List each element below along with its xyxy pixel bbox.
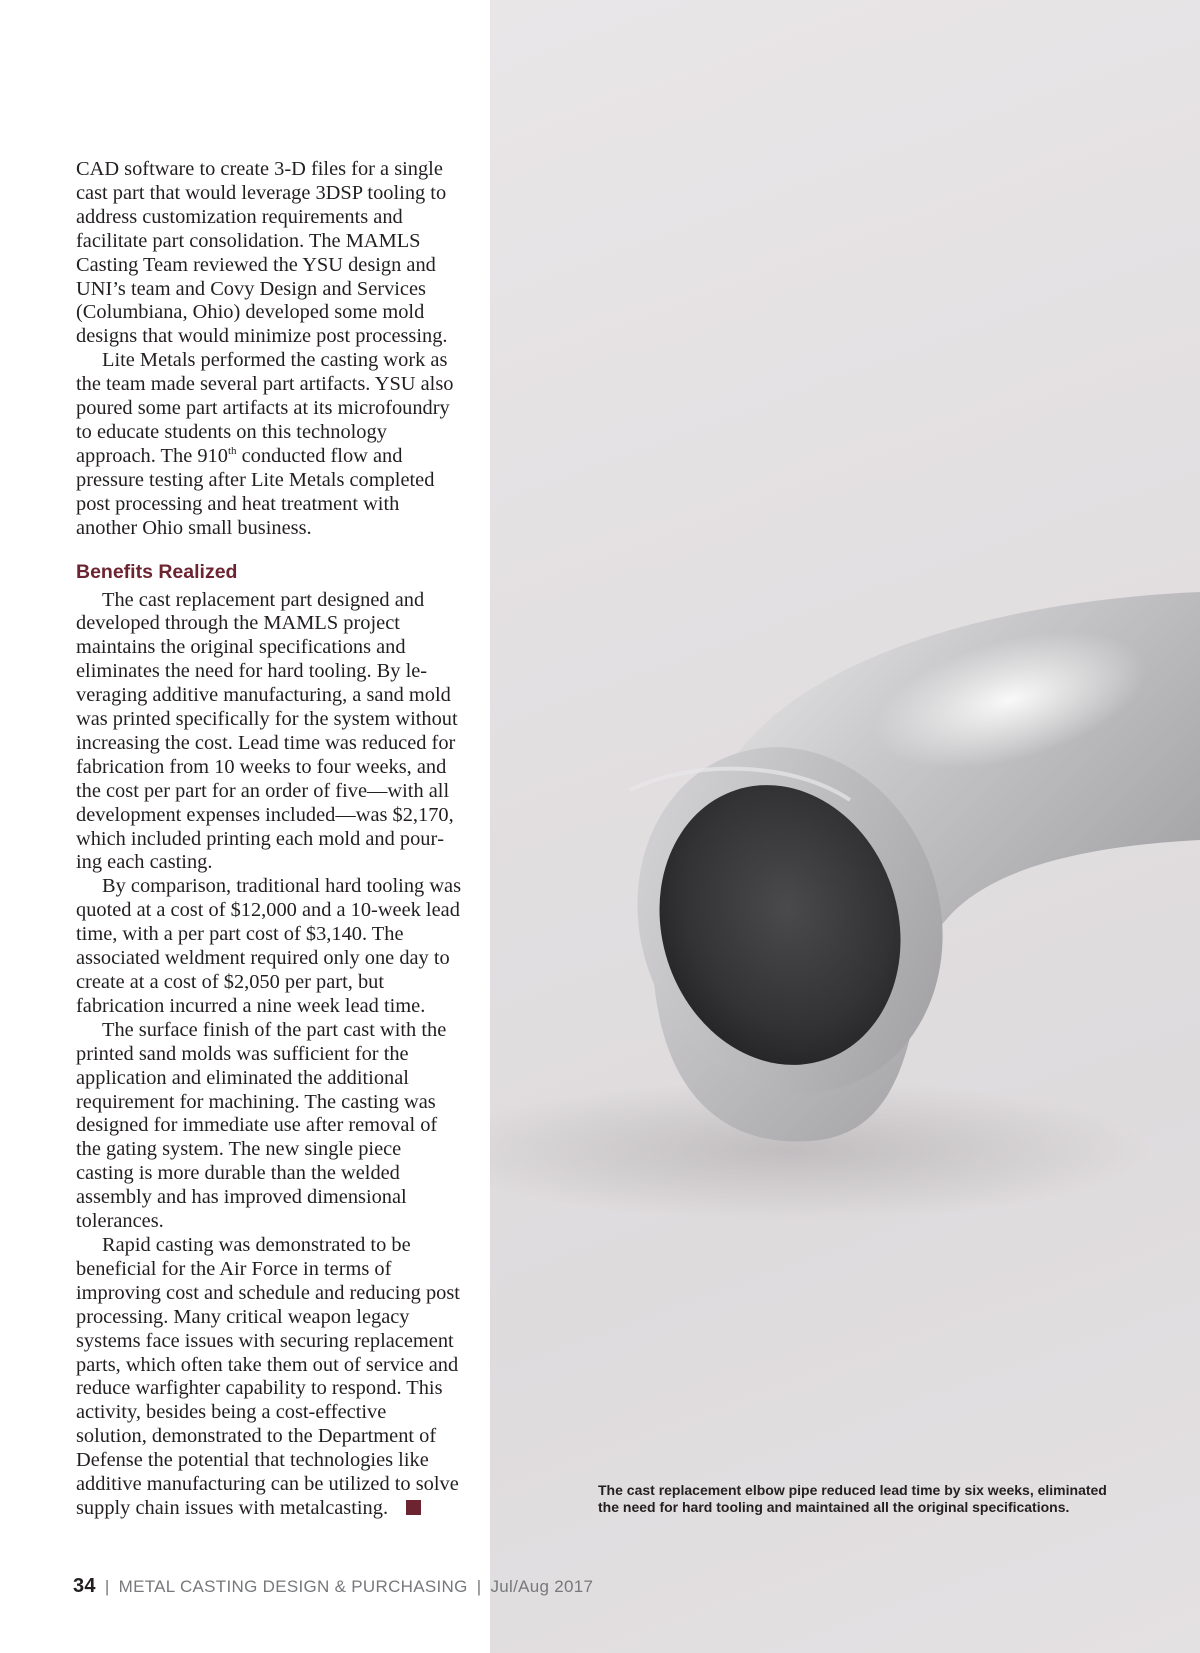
body-paragraph: By comparison, traditional hard tooling was quoted at a cost of $12,000 and a 10-week lead time, with a per part cost of $3,140. The associated weldment required only one day to create at a cost of $2,050 per part, but fabrication incurred a nine week lead time. [76, 875, 462, 1017]
elbow-pipe-illustration [490, 0, 1200, 1653]
page-number: 34 [73, 1575, 96, 1597]
body-paragraph: CAD software to create 3-D files for a single cast part that would leverage 3DSP tooling to address customization requirements and facilitate part consolidation. The MAMLS Casting Team reviewed the YSU design and UNI’s team and Covy Design and Services (Columbiana, Ohio) developed some mold designs that would minimize post processing. [76, 158, 448, 348]
article-column [76, 158, 462, 1521]
footer-separator: | [104, 1577, 110, 1596]
body-paragraph: The cast replacement part designed and developed through the MAMLS project maintains the original specifications and eliminates the need for hard tooling. By leveraging additive manufacturing, a sand mold was printed specifically for the system without increasing the cost. Lead time was reduced for fabrication from 10 weeks to four weeks, and the cost per part for an order of five—with all development expenses included—was $2,170, which included printing each mold and pouring each casting. [76, 588, 458, 874]
ordinal-suffix: th [227, 445, 237, 458]
photo-caption: The cast replacement elbow pipe reduced lead time by six weeks, eliminated the need for hard tooling and maintained all the original specifications. [598, 1482, 1107, 1515]
end-of-article-square-icon [406, 1500, 421, 1515]
elbow-pipe-photo [490, 0, 1200, 1653]
body-paragraph [76, 1234, 462, 1521]
issue-date: Jul/Aug 2017 [490, 1577, 594, 1596]
publication-name: METAL CASTING DESIGN & PURCHASING [118, 1577, 468, 1596]
paragraph-text: Rapid casting was demonstrated to be beneficial for the Air Force in terms of improving cost and schedule and reducing post processing. Many critical weapon legacy systems face issues with securing replacement parts, which often take them out of service and reduce warfighter capability to respond. This activity, besides being a cost-effective solution, demonstrated to the Department of Defense the potential that technologies like additive manufacturing can be utilized to solve supply chain issues with metalcasting. [76, 1233, 460, 1519]
body-paragraph: The surface finish of the part cast with the printed sand molds was sufficient for the application and eliminated the additional requirement for machining. The casting was designed for immediate use after removal of the gating system. The new single piece casting is more durable than the welded assembly and has improved dimensional tolerances. [76, 1018, 447, 1233]
page-footer [73, 1575, 593, 1598]
footer-separator: | [476, 1577, 482, 1596]
section-heading: Benefits Realized [76, 560, 238, 583]
paragraph-text: Lite Metals performed the casting work as the team made several part artifacts. YSU also poured some part artifacts at its microfoundry to educate students on this technology approach. The 910 [76, 349, 454, 467]
paragraph-text: conducted flow and pressure testing after Lite Metals completed post processing and heat treatment with another Ohio small business. [76, 444, 435, 539]
body-paragraph [76, 349, 462, 540]
